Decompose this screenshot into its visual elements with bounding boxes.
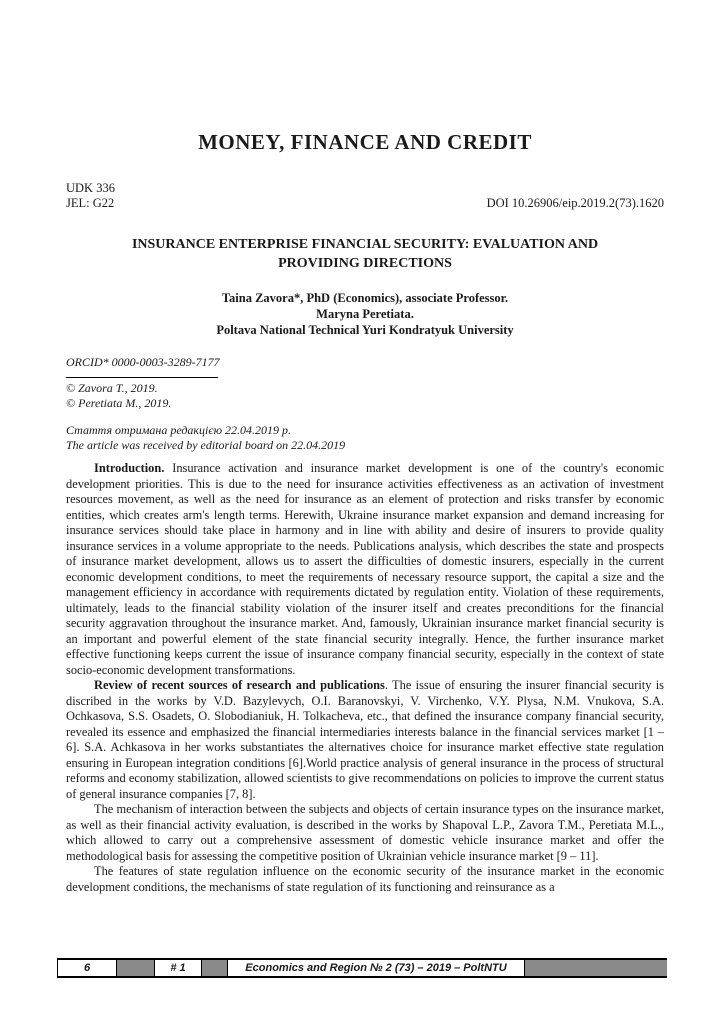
page-content: [66, 0, 664, 895]
footer-bar: [57, 960, 667, 976]
copyright-block: [66, 381, 664, 411]
paragraph: [66, 802, 664, 864]
footer-spacer: [202, 960, 227, 976]
doi-code: DOI 10.26906/eip.2019.2(73).1620: [486, 196, 664, 210]
page-footer: [57, 958, 667, 978]
paragraph-lead: Review of recent sources of research and publications: [94, 678, 385, 692]
paragraph: [66, 461, 664, 678]
article-title: INSURANCE ENTERPRISE FINANCIAL SECURITY: EVALUATION AND PROVIDING DIRECTIONS: [131, 237, 599, 271]
copyright-line: © Peretiata M., 2019.: [66, 396, 172, 410]
footer-spacer: [117, 960, 154, 976]
paragraph-text: . The issue of ensuring the insurer financial security is discribed in the works by V.D. Bazylevych, O.I. Baranovskyi, V. Virchenko, V.Y. Plysa, N.M. Vnukova, S.A. Ochkasova, S.S. Osadets, O. Slobodianiuk, H. Tolkacheva, etc., that defined the insurance company financial security, revealed its essence and emphasized the financial intermediaries interests balance in the financial services market [1 – 6]. S.A. Achkasova in her works substantiates the alternatives choice for insurance market effective state regulation ensuring in European integration conditions [6].World practice analysis of general insurance in the process of structural reforms and economy stabilization, allowed scientists to give recommendations on policies to improve the current status of general insurance companies [7, 8].: [66, 678, 664, 801]
author-line: Taina Zavora*, PhD (Economics), associate Professor.: [221, 291, 509, 305]
author-line: Maryna Peretiata.: [316, 307, 414, 321]
footnote-rule: [66, 377, 218, 378]
journal-section-title: MONEY, FINANCE AND CREDIT: [198, 130, 532, 154]
udk-code: UDK 336: [66, 181, 115, 195]
paragraph: [66, 864, 664, 895]
classification-codes: [66, 181, 115, 211]
paragraph-text: The features of state regulation influence on the economic security of the insurance market in the economic development conditions, the mechanisms of state regulation of its functioning and reinsurance as a: [66, 864, 664, 894]
issue-label: # 1: [154, 960, 202, 976]
received-block: [66, 423, 664, 453]
affiliation-line: Poltava National Technical Yuri Kondratyuk University: [216, 323, 514, 337]
paragraph: [66, 678, 664, 802]
orcid-line: ORCID* 0000-0003-3289-7177: [66, 355, 220, 369]
authors-block: [66, 290, 664, 338]
page-number: 6: [57, 960, 117, 976]
paragraph-lead: Introduction.: [94, 461, 165, 475]
received-line-en: The article was received by editorial board on 22.04.2019: [66, 438, 346, 452]
paragraph-text: The mechanism of interaction between the subjects and objects of certain insurance types on the insurance market, as well as their financial activity evaluation, is described in the works by Shapoval L.P., Zavora T.M., Peretiata M.L., which allowed to carry out a comprehensive assessment of domestic vehicle insurance market and offer the methodological basis for assessing the competitive position of Ukrainian vehicle insurance market [9 – 11].: [66, 802, 664, 863]
article-body: [66, 461, 664, 895]
received-line-ua: Стаття отримана редакцією 22.04.2019 р.: [66, 423, 292, 437]
journal-citation: Economics and Region № 2 (73) – 2019 – PoltNTU: [227, 960, 525, 976]
codes-row: [66, 181, 664, 211]
paragraph-text: Insurance activation and insurance market development is one of the country's economic development priorities. This is due to the need for insurance activities effectiveness as an activation of investment resources movement, as well as the need for insurance as an element of protection and risks transfer by economic entities, which creates arm's length terms. Herewith, Ukraine insurance market expansion and demand increasing for insurance services should take place in harmony and in line with ability and desire of insurers to provide quality insurance services in a volume appropriate to the needs. Publications analysis, which describes the state and prospects of insurance market development, allows us to assert the difficulties of domestic insurers, especially in the current economic development conditions, to meet the requirements of necessary resource support, the capital a size and the management efficiency in accordance with requirements dictated by regulation entity. Violation of these requirements, ultimately, leads to the financial stability violation of the insurer itself and creates preconditions for the financial security aggravation throughout the insurance market. And, famously, Ukrainian insurance market financial security is an important and powerful element of the state financial security integrally. Hence, the further insurance market effective functioning keeps current the issue of insurance company financial security, especially in the context of state socio-economic development transformations.: [66, 461, 664, 677]
copyright-line: © Zavora T., 2019.: [66, 381, 158, 395]
footer-spacer: [525, 960, 667, 976]
jel-code: JEL: G22: [66, 196, 115, 210]
